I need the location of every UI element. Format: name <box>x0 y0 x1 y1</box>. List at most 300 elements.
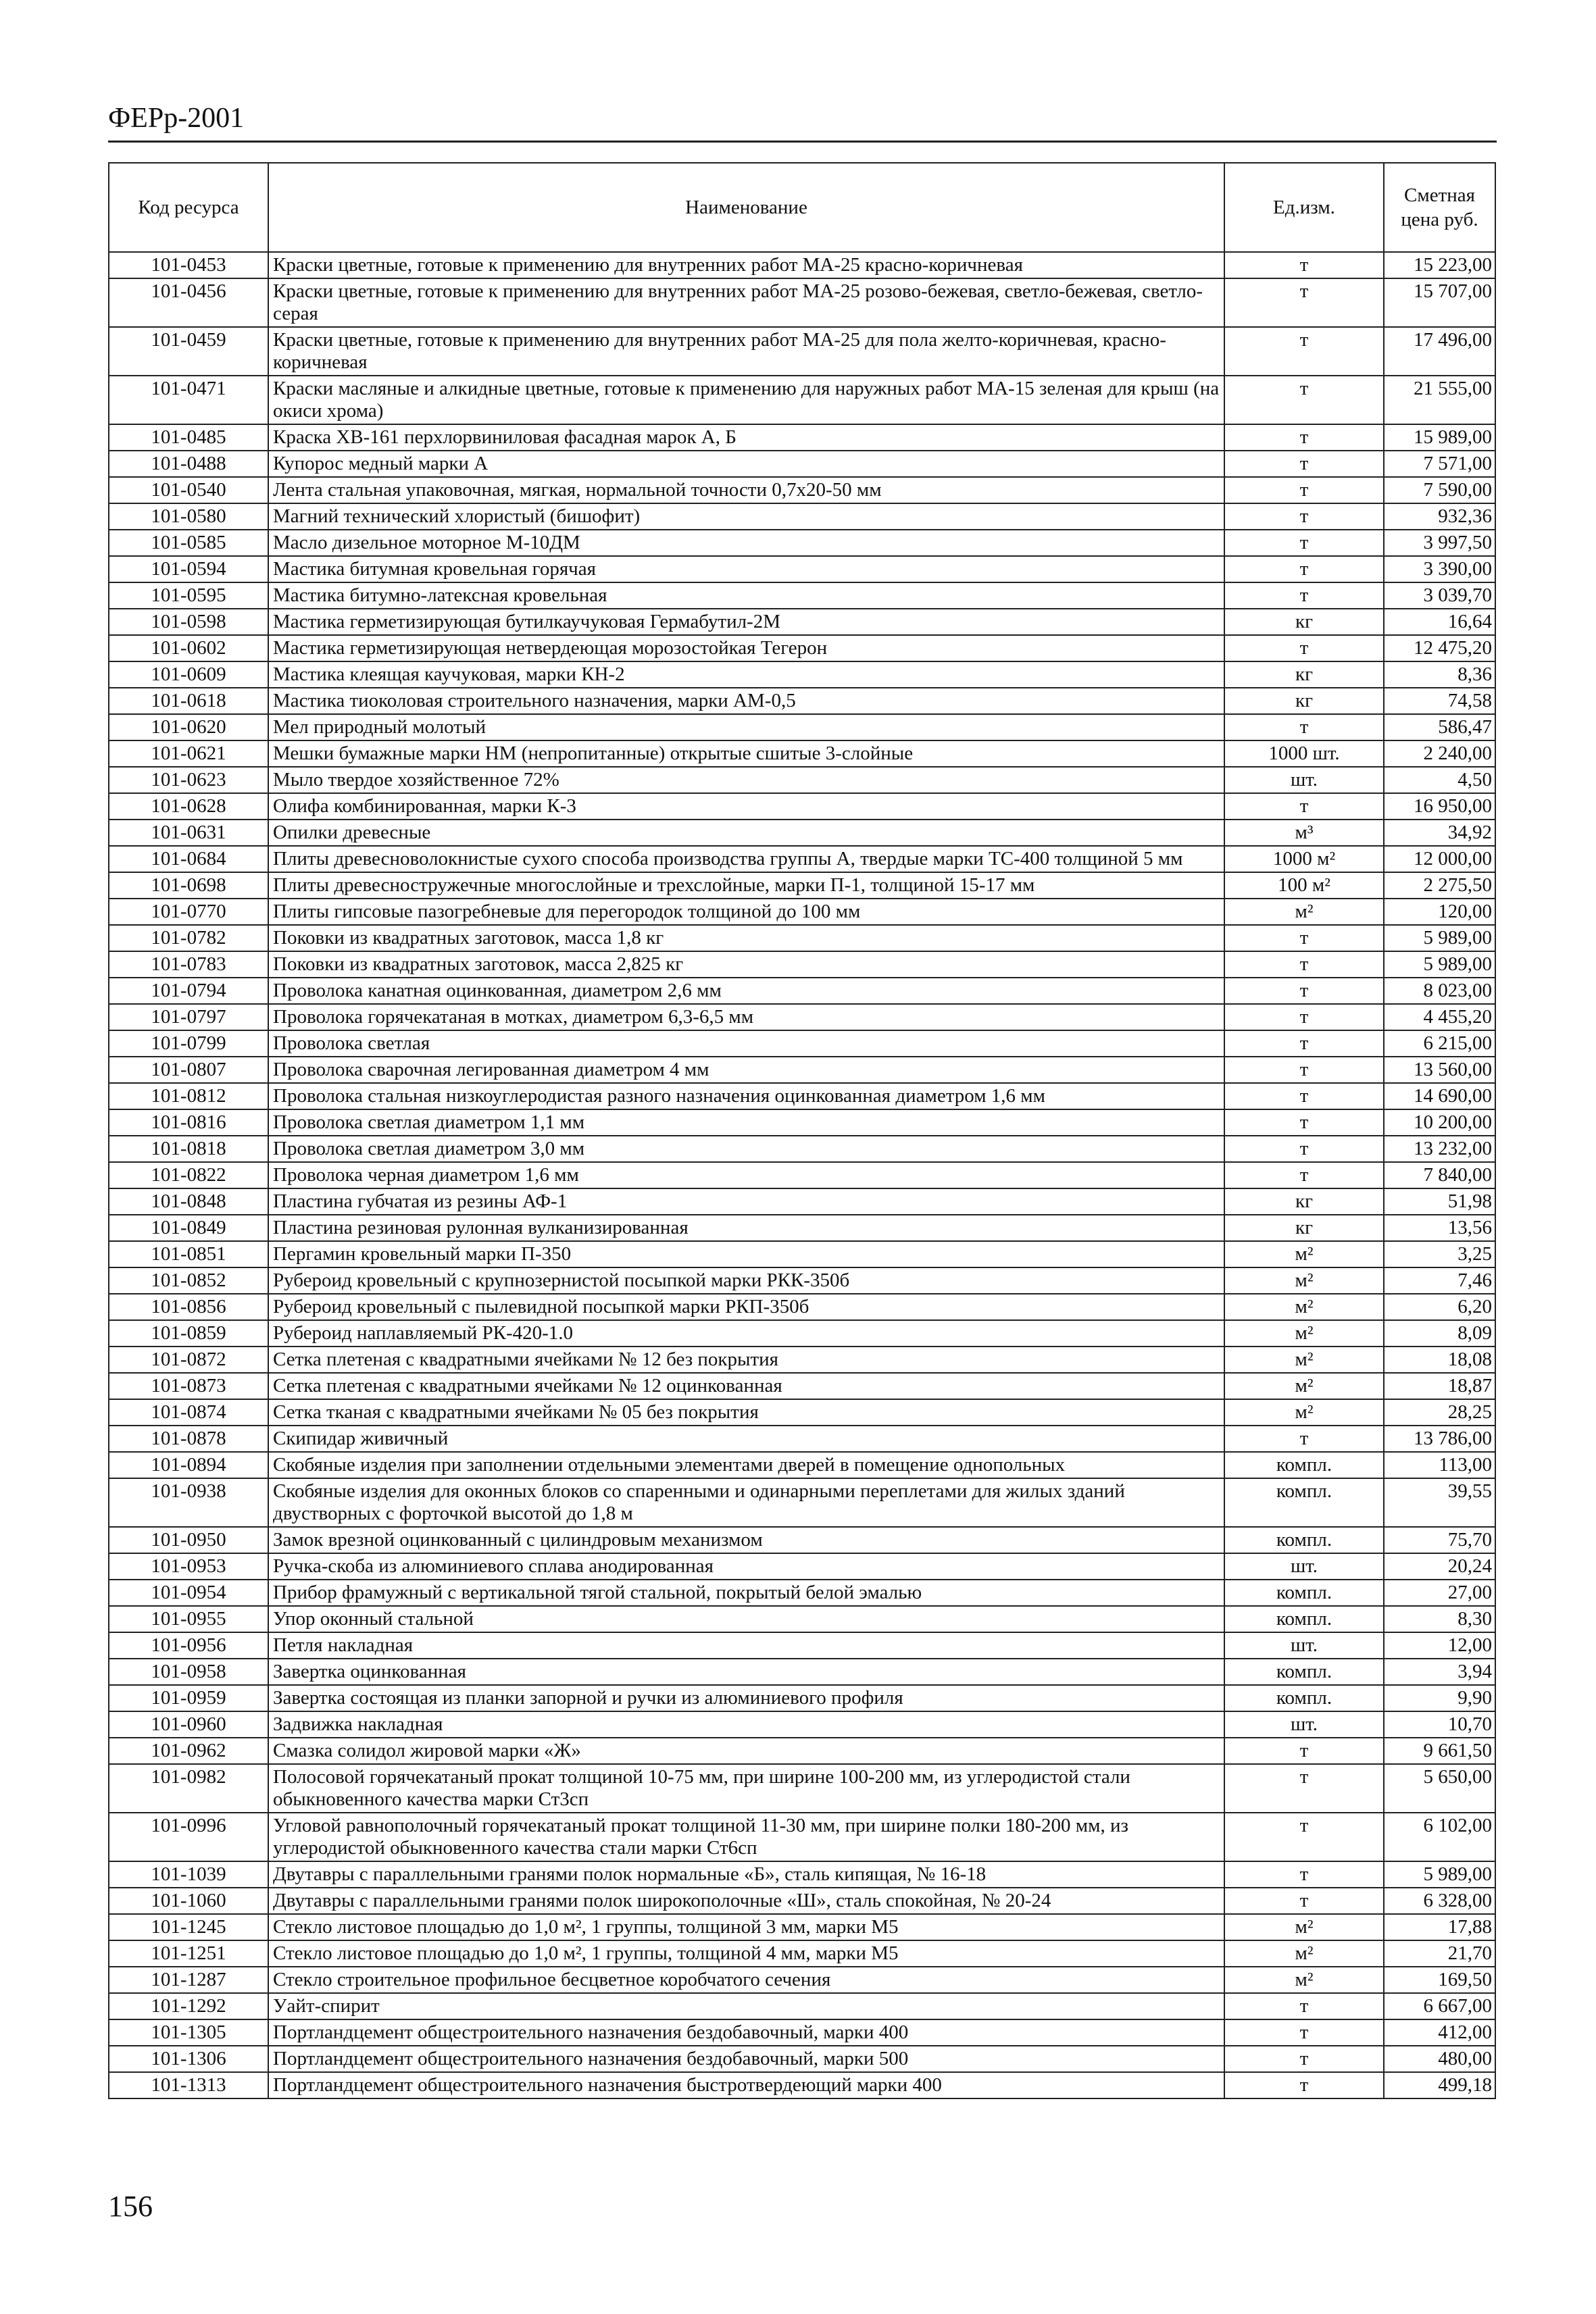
unit-cell: шт. <box>1224 1553 1384 1580</box>
unit-cell: т <box>1224 327 1384 376</box>
resource-code-cell: 101-1287 <box>109 1967 268 1993</box>
price-cell: 3,25 <box>1384 1241 1495 1267</box>
price-cell: 28,25 <box>1384 1399 1495 1426</box>
resource-code-cell: 101-0872 <box>109 1347 268 1373</box>
price-cell: 20,24 <box>1384 1553 1495 1580</box>
page-number: 156 <box>108 2190 153 2223</box>
table-row <box>109 978 1495 1004</box>
resource-name-cell: Портландцемент общестроительного назначения бездобавочный, марки 500 <box>268 2046 1224 2072</box>
resource-name-cell: Мастика битумная кровельная горячая <box>268 556 1224 582</box>
table-header-row <box>109 163 1495 252</box>
resource-name-cell: Проволока канатная оцинкованная, диаметром 2,6 мм <box>268 978 1224 1004</box>
table-row <box>109 1580 1495 1606</box>
resource-code-cell: 101-0623 <box>109 767 268 793</box>
unit-cell: 100 м² <box>1224 872 1384 899</box>
resource-name-cell: Проволока светлая <box>268 1030 1224 1057</box>
resource-name-cell: Проволока стальная низкоуглеродистая разного назначения оцинкованная диаметром 1,6 мм <box>268 1083 1224 1109</box>
table-row <box>109 1188 1495 1215</box>
resource-name-cell: Ручка-скоба из алюминиевого сплава анодированная <box>268 1553 1224 1580</box>
resource-code-cell: 101-0960 <box>109 1711 268 1738</box>
price-cell: 21 555,00 <box>1384 376 1495 424</box>
resource-name-cell: Задвижка накладная <box>268 1711 1224 1738</box>
resource-code-cell: 101-0459 <box>109 327 268 376</box>
unit-cell: т <box>1224 925 1384 951</box>
header-rule <box>108 141 1497 143</box>
resource-name-cell: Стекло строительное профильное бесцветное коробчатого сечения <box>268 1967 1224 1993</box>
resource-name-cell: Проволока светлая диаметром 1,1 мм <box>268 1109 1224 1136</box>
table-row <box>109 872 1495 899</box>
table-row <box>109 424 1495 451</box>
table-row <box>109 1267 1495 1294</box>
unit-cell: кг <box>1224 1188 1384 1215</box>
resource-code-cell: 101-1313 <box>109 2072 268 2098</box>
unit-cell: т <box>1224 2019 1384 2046</box>
resource-name-cell: Мастика битумно-латексная кровельная <box>268 582 1224 609</box>
resource-name-cell: Рубероид кровельный с крупнозернистой посыпкой марки РКК-350б <box>268 1267 1224 1294</box>
resource-code-cell: 101-0609 <box>109 661 268 688</box>
resource-code-cell: 101-1245 <box>109 1914 268 1940</box>
resource-name-cell: Краска ХВ-161 перхлорвиниловая фасадная марок А, Б <box>268 424 1224 451</box>
price-cell: 10 200,00 <box>1384 1109 1495 1136</box>
resource-name-cell: Плиты древесноволокнистые сухого способа производства группы А, твердые марки ТС-400 толщиной 5 мм <box>268 846 1224 872</box>
resource-name-cell: Пластина губчатая из резины АФ-1 <box>268 1188 1224 1215</box>
unit-cell: т <box>1224 2072 1384 2098</box>
unit-cell: кг <box>1224 1215 1384 1241</box>
resource-code-cell: 101-0851 <box>109 1241 268 1267</box>
table-row <box>109 1813 1495 1861</box>
resource-name-cell: Краски цветные, готовые к применению для внутренних работ МА-25 для пола желто-коричневая, красно-коричневая <box>268 327 1224 376</box>
price-cell: 932,36 <box>1384 503 1495 530</box>
resource-code-cell: 101-0631 <box>109 820 268 846</box>
resource-code-cell: 101-0950 <box>109 1527 268 1553</box>
resource-code-cell: 101-0996 <box>109 1813 268 1861</box>
unit-cell: компл. <box>1224 1452 1384 1478</box>
price-cell: 18,87 <box>1384 1373 1495 1399</box>
table-row <box>109 714 1495 740</box>
table-row <box>109 846 1495 872</box>
price-cell: 7 571,00 <box>1384 451 1495 477</box>
price-cell: 16 950,00 <box>1384 793 1495 820</box>
unit-cell: м² <box>1224 1347 1384 1373</box>
unit-cell: м² <box>1224 1399 1384 1426</box>
unit-cell: кг <box>1224 688 1384 714</box>
price-cell: 13 560,00 <box>1384 1057 1495 1083</box>
resource-code-cell: 101-0859 <box>109 1320 268 1347</box>
price-cell: 169,50 <box>1384 1967 1495 1993</box>
unit-cell: 1000 м² <box>1224 846 1384 872</box>
resource-name-cell: Угловой равнополочный горячекатаный прокат толщиной 11-30 мм, при ширине полки 180-200 мм, из углеродистой обыкновенного качества стали марки Ст6сп <box>268 1813 1224 1861</box>
price-cell: 5 989,00 <box>1384 1861 1495 1888</box>
price-cell: 6,20 <box>1384 1294 1495 1320</box>
table-row <box>109 1553 1495 1580</box>
resource-name-cell: Поковки из квадратных заготовок, масса 1,8 кг <box>268 925 1224 951</box>
table-row <box>109 1940 1495 1967</box>
price-cell: 5 989,00 <box>1384 925 1495 951</box>
price-cell: 12,00 <box>1384 1632 1495 1659</box>
unit-cell: т <box>1224 582 1384 609</box>
unit-cell: т <box>1224 1057 1384 1083</box>
unit-cell: компл. <box>1224 1580 1384 1606</box>
resource-name-cell: Проволока горячекатаная в мотках, диаметром 6,3-6,5 мм <box>268 1004 1224 1030</box>
price-cell: 3,94 <box>1384 1659 1495 1685</box>
unit-cell: т <box>1224 278 1384 327</box>
unit-cell: м² <box>1224 899 1384 925</box>
price-cell: 15 989,00 <box>1384 424 1495 451</box>
resource-code-cell: 101-0954 <box>109 1580 268 1606</box>
table-row <box>109 1241 1495 1267</box>
resource-code-cell: 101-1060 <box>109 1888 268 1914</box>
table-row <box>109 2072 1495 2098</box>
resource-code-cell: 101-0874 <box>109 1399 268 1426</box>
unit-cell: т <box>1224 477 1384 503</box>
resource-code-cell: 101-0958 <box>109 1659 268 1685</box>
table-row <box>109 1659 1495 1685</box>
resource-name-cell: Магний технический хлористый (бишофит) <box>268 503 1224 530</box>
unit-cell: м² <box>1224 1241 1384 1267</box>
resource-code-cell: 101-0620 <box>109 714 268 740</box>
table-row <box>109 1215 1495 1241</box>
unit-cell: м² <box>1224 1294 1384 1320</box>
column-header-code: Код ресурса <box>109 163 268 252</box>
table-row <box>109 925 1495 951</box>
resource-name-cell: Мешки бумажные марки НМ (непропитанные) открытые сшитые 3-слойные <box>268 740 1224 767</box>
unit-cell: м² <box>1224 1373 1384 1399</box>
resource-code-cell: 101-0595 <box>109 582 268 609</box>
resource-name-cell: Полосовой горячекатаный прокат толщиной 10-75 мм, при ширине 100-200 мм, из углеродистой стали обыкновенного качества марки Ст3сп <box>268 1764 1224 1813</box>
unit-cell: т <box>1224 1861 1384 1888</box>
unit-cell: кг <box>1224 661 1384 688</box>
resource-code-cell: 101-0797 <box>109 1004 268 1030</box>
table-row <box>109 376 1495 424</box>
unit-cell: т <box>1224 1813 1384 1861</box>
table-row <box>109 2046 1495 2072</box>
resource-name-cell: Двутавры с параллельными гранями полок широкополочные «Ш», сталь спокойная, № 20-24 <box>268 1888 1224 1914</box>
price-cell: 75,70 <box>1384 1527 1495 1553</box>
resource-name-cell: Скобяные изделия для оконных блоков со спаренными и одинарными переплетами для жилых зданий двустворных с форточкой высотой до 1,8 м <box>268 1478 1224 1527</box>
unit-cell: т <box>1224 2046 1384 2072</box>
table-row <box>109 2019 1495 2046</box>
price-cell: 120,00 <box>1384 899 1495 925</box>
resource-code-cell: 101-0962 <box>109 1738 268 1764</box>
table-row <box>109 767 1495 793</box>
unit-cell: т <box>1224 376 1384 424</box>
resource-name-cell: Рубероид наплавляемый РК-420-1.0 <box>268 1320 1224 1347</box>
table-row <box>109 1685 1495 1711</box>
resource-name-cell: Краски масляные и алкидные цветные, готовые к применению для наружных работ МА-15 зеленая для крыш (на окиси хрома) <box>268 376 1224 424</box>
table-row <box>109 582 1495 609</box>
resource-code-cell: 101-0822 <box>109 1162 268 1188</box>
resource-code-cell: 101-0982 <box>109 1764 268 1813</box>
resource-code-cell: 101-0782 <box>109 925 268 951</box>
resource-code-cell: 101-0818 <box>109 1136 268 1162</box>
price-cell: 2 240,00 <box>1384 740 1495 767</box>
table-row <box>109 503 1495 530</box>
price-table-container <box>108 162 1495 2099</box>
price-cell: 113,00 <box>1384 1452 1495 1478</box>
page-header <box>108 101 1497 135</box>
price-cell: 13 232,00 <box>1384 1136 1495 1162</box>
price-cell: 15 223,00 <box>1384 252 1495 278</box>
resource-name-cell: Поковки из квадратных заготовок, масса 2,825 кг <box>268 951 1224 978</box>
unit-cell: т <box>1224 1030 1384 1057</box>
unit-cell: т <box>1224 978 1384 1004</box>
price-table <box>108 162 1496 2099</box>
resource-name-cell: Краски цветные, готовые к применению для внутренних работ МА-25 красно-коричневая <box>268 252 1224 278</box>
table-row <box>109 1426 1495 1452</box>
resource-name-cell: Петля накладная <box>268 1632 1224 1659</box>
table-row <box>109 451 1495 477</box>
price-cell: 9,90 <box>1384 1685 1495 1711</box>
table-row <box>109 661 1495 688</box>
resource-name-cell: Опилки древесные <box>268 820 1224 846</box>
resource-code-cell: 101-0812 <box>109 1083 268 1109</box>
price-cell: 8,09 <box>1384 1320 1495 1347</box>
price-cell: 586,47 <box>1384 714 1495 740</box>
resource-code-cell: 101-0807 <box>109 1057 268 1083</box>
resource-code-cell: 101-0698 <box>109 872 268 899</box>
resource-name-cell: Плиты гипсовые пазогребневые для перегородок толщиной до 100 мм <box>268 899 1224 925</box>
resource-code-cell: 101-0540 <box>109 477 268 503</box>
resource-code-cell: 101-0955 <box>109 1606 268 1632</box>
unit-cell: т <box>1224 503 1384 530</box>
table-row <box>109 556 1495 582</box>
unit-cell: т <box>1224 424 1384 451</box>
table-row <box>109 1738 1495 1764</box>
unit-cell: т <box>1224 1004 1384 1030</box>
resource-name-cell: Купорос медный марки А <box>268 451 1224 477</box>
resource-name-cell: Скипидар живичный <box>268 1426 1224 1452</box>
resource-code-cell: 101-0684 <box>109 846 268 872</box>
resource-code-cell: 101-1305 <box>109 2019 268 2046</box>
unit-cell: т <box>1224 252 1384 278</box>
price-cell: 8 023,00 <box>1384 978 1495 1004</box>
price-cell: 15 707,00 <box>1384 278 1495 327</box>
table-row <box>109 1004 1495 1030</box>
price-cell: 6 102,00 <box>1384 1813 1495 1861</box>
resource-code-cell: 101-0873 <box>109 1373 268 1399</box>
table-row <box>109 1057 1495 1083</box>
resource-code-cell: 101-0456 <box>109 278 268 327</box>
resource-code-cell: 101-0848 <box>109 1188 268 1215</box>
unit-cell: компл. <box>1224 1478 1384 1527</box>
unit-cell: т <box>1224 635 1384 661</box>
table-row <box>109 278 1495 327</box>
resource-code-cell: 101-0938 <box>109 1478 268 1527</box>
price-cell: 6 215,00 <box>1384 1030 1495 1057</box>
price-cell: 3 997,50 <box>1384 530 1495 556</box>
resource-name-cell: Проволока черная диаметром 1,6 мм <box>268 1162 1224 1188</box>
resource-code-cell: 101-0485 <box>109 424 268 451</box>
table-row <box>109 1347 1495 1373</box>
resource-name-cell: Мастика тиоколовая строительного назначения, марки АМ-0,5 <box>268 688 1224 714</box>
table-row <box>109 1967 1495 1993</box>
resource-name-cell: Уайт-спирит <box>268 1993 1224 2019</box>
unit-cell: т <box>1224 1738 1384 1764</box>
table-row <box>109 1632 1495 1659</box>
unit-cell: т <box>1224 1136 1384 1162</box>
resource-code-cell: 101-0816 <box>109 1109 268 1136</box>
unit-cell: т <box>1224 1764 1384 1813</box>
resource-code-cell: 101-0770 <box>109 899 268 925</box>
resource-name-cell: Мастика герметизирующая нетвердеющая морозостойкая Тегерон <box>268 635 1224 661</box>
unit-cell: компл. <box>1224 1659 1384 1685</box>
price-cell: 6 667,00 <box>1384 1993 1495 2019</box>
document-title: ФЕРр-2001 <box>108 103 245 134</box>
unit-cell: шт. <box>1224 1711 1384 1738</box>
resource-name-cell: Скобяные изделия при заполнении отдельными элементами дверей в помещение однопольных <box>268 1452 1224 1478</box>
resource-name-cell: Двутавры с параллельными гранями полок нормальные «Б», сталь кипящая, № 16-18 <box>268 1861 1224 1888</box>
table-row <box>109 1888 1495 1914</box>
price-cell: 14 690,00 <box>1384 1083 1495 1109</box>
resource-code-cell: 101-0799 <box>109 1030 268 1057</box>
table-row <box>109 1109 1495 1136</box>
resource-name-cell: Стекло листовое площадью до 1,0 м², 1 группы, толщиной 4 мм, марки М5 <box>268 1940 1224 1967</box>
resource-code-cell: 101-0585 <box>109 530 268 556</box>
resource-name-cell: Смазка солидол жировой марки «Ж» <box>268 1738 1224 1764</box>
unit-cell: т <box>1224 556 1384 582</box>
table-row <box>109 1914 1495 1940</box>
unit-cell: т <box>1224 1993 1384 2019</box>
resource-name-cell: Портландцемент общестроительного назначения быстротвердеющий марки 400 <box>268 2072 1224 2098</box>
price-cell: 6 328,00 <box>1384 1888 1495 1914</box>
resource-name-cell: Сетка плетеная с квадратными ячейками № 12 оцинкованная <box>268 1373 1224 1399</box>
resource-name-cell: Мастика герметизирующая бутилкаучуковая Гермабутил-2М <box>268 609 1224 635</box>
resource-code-cell: 101-1292 <box>109 1993 268 2019</box>
resource-code-cell: 101-0959 <box>109 1685 268 1711</box>
resource-name-cell: Плиты древесностружечные многослойные и трехслойные, марки П-1, толщиной 15-17 мм <box>268 872 1224 899</box>
price-cell: 27,00 <box>1384 1580 1495 1606</box>
resource-code-cell: 101-0628 <box>109 793 268 820</box>
column-header-unit: Ед.изм. <box>1224 163 1384 252</box>
table-row <box>109 688 1495 714</box>
price-cell: 74,58 <box>1384 688 1495 714</box>
price-cell: 17 496,00 <box>1384 327 1495 376</box>
resource-code-cell: 101-0856 <box>109 1294 268 1320</box>
unit-cell: компл. <box>1224 1527 1384 1553</box>
unit-cell: м² <box>1224 1914 1384 1940</box>
resource-name-cell: Краски цветные, готовые к применению для внутренних работ МА-25 розово-бежевая, светло-бежевая, светло-серая <box>268 278 1224 327</box>
table-row <box>109 1861 1495 1888</box>
price-cell: 13 786,00 <box>1384 1426 1495 1452</box>
table-body <box>109 252 1495 2098</box>
price-cell: 39,55 <box>1384 1478 1495 1527</box>
resource-code-cell: 101-0783 <box>109 951 268 978</box>
price-cell: 34,92 <box>1384 820 1495 846</box>
unit-cell: компл. <box>1224 1606 1384 1632</box>
price-cell: 51,98 <box>1384 1188 1495 1215</box>
resource-code-cell: 101-0794 <box>109 978 268 1004</box>
column-header-price: Сметная цена руб. <box>1384 163 1495 252</box>
table-row <box>109 530 1495 556</box>
table-row <box>109 252 1495 278</box>
resource-code-cell: 101-0598 <box>109 609 268 635</box>
price-cell: 12 000,00 <box>1384 846 1495 872</box>
resource-name-cell: Завертка состоящая из планки запорной и ручки из алюминиевого профиля <box>268 1685 1224 1711</box>
table-row <box>109 1083 1495 1109</box>
resource-name-cell: Рубероид кровельный с пылевидной посыпкой марки РКП-350б <box>268 1294 1224 1320</box>
resource-code-cell: 101-0602 <box>109 635 268 661</box>
resource-code-cell: 101-0621 <box>109 740 268 767</box>
resource-name-cell: Мастика клеящая каучуковая, марки КН-2 <box>268 661 1224 688</box>
resource-name-cell: Проволока светлая диаметром 3,0 мм <box>268 1136 1224 1162</box>
table-row <box>109 1478 1495 1527</box>
resource-code-cell: 101-0488 <box>109 451 268 477</box>
table-row <box>109 1606 1495 1632</box>
resource-code-cell: 101-0618 <box>109 688 268 714</box>
price-cell: 21,70 <box>1384 1940 1495 1967</box>
resource-name-cell: Сетка плетеная с квадратными ячейками № 12 без покрытия <box>268 1347 1224 1373</box>
unit-cell: т <box>1224 1109 1384 1136</box>
price-cell: 12 475,20 <box>1384 635 1495 661</box>
unit-cell: м² <box>1224 1940 1384 1967</box>
resource-name-cell: Мыло твердое хозяйственное 72% <box>268 767 1224 793</box>
resource-code-cell: 101-0453 <box>109 252 268 278</box>
price-cell: 8,36 <box>1384 661 1495 688</box>
column-header-name: Наименование <box>268 163 1224 252</box>
resource-name-cell: Сетка тканая с квадратными ячейками № 05 без покрытия <box>268 1399 1224 1426</box>
resource-name-cell: Масло дизельное моторное М-10ДМ <box>268 530 1224 556</box>
price-cell: 4,50 <box>1384 767 1495 793</box>
price-cell: 2 275,50 <box>1384 872 1495 899</box>
unit-cell: т <box>1224 793 1384 820</box>
resource-code-cell: 101-0953 <box>109 1553 268 1580</box>
unit-cell: м² <box>1224 1320 1384 1347</box>
price-cell: 499,18 <box>1384 2072 1495 2098</box>
price-cell: 13,56 <box>1384 1215 1495 1241</box>
table-row <box>109 635 1495 661</box>
price-cell: 3 039,70 <box>1384 582 1495 609</box>
price-cell: 18,08 <box>1384 1347 1495 1373</box>
resource-name-cell: Портландцемент общестроительного назначения бездобавочный, марки 400 <box>268 2019 1224 2046</box>
price-cell: 10,70 <box>1384 1711 1495 1738</box>
resource-name-cell: Замок врезной оцинкованный с цилиндровым механизмом <box>268 1527 1224 1553</box>
table-row <box>109 1162 1495 1188</box>
resource-code-cell: 101-0956 <box>109 1632 268 1659</box>
table-row <box>109 327 1495 376</box>
unit-cell: т <box>1224 951 1384 978</box>
price-cell: 5 989,00 <box>1384 951 1495 978</box>
table-row <box>109 1030 1495 1057</box>
resource-code-cell: 101-0580 <box>109 503 268 530</box>
unit-cell: т <box>1224 530 1384 556</box>
resource-name-cell: Прибор фрамужный с вертикальной тягой стальной, покрытый белой эмалью <box>268 1580 1224 1606</box>
resource-name-cell: Олифа комбинированная, марки К-3 <box>268 793 1224 820</box>
table-row <box>109 1711 1495 1738</box>
table-row <box>109 1452 1495 1478</box>
price-cell: 9 661,50 <box>1384 1738 1495 1764</box>
unit-cell: т <box>1224 1083 1384 1109</box>
price-cell: 7 590,00 <box>1384 477 1495 503</box>
resource-code-cell: 101-0894 <box>109 1452 268 1478</box>
resource-name-cell: Завертка оцинкованная <box>268 1659 1224 1685</box>
price-cell: 5 650,00 <box>1384 1764 1495 1813</box>
table-row <box>109 1399 1495 1426</box>
table-row <box>109 1993 1495 2019</box>
resource-code-cell: 101-0594 <box>109 556 268 582</box>
table-row <box>109 609 1495 635</box>
table-row <box>109 951 1495 978</box>
price-cell: 16,64 <box>1384 609 1495 635</box>
table-row <box>109 899 1495 925</box>
unit-cell: шт. <box>1224 767 1384 793</box>
table-row <box>109 820 1495 846</box>
unit-cell: т <box>1224 1162 1384 1188</box>
resource-name-cell: Стекло листовое площадью до 1,0 м², 1 группы, толщиной 3 мм, марки М5 <box>268 1914 1224 1940</box>
unit-cell: м² <box>1224 1267 1384 1294</box>
resource-name-cell: Пластина резиновая рулонная вулканизированная <box>268 1215 1224 1241</box>
unit-cell: т <box>1224 1426 1384 1452</box>
unit-cell: м² <box>1224 1967 1384 1993</box>
